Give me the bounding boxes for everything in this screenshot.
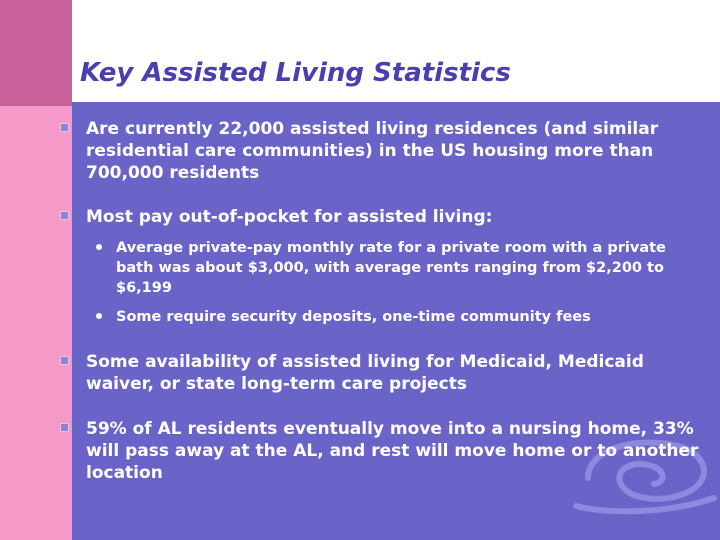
- square-bullet-icon: [60, 423, 69, 432]
- square-bullet-icon: [60, 356, 69, 365]
- sub-bullet-item: [96, 238, 706, 298]
- dot-bullet-icon: [96, 244, 102, 250]
- bullet-item: [60, 206, 700, 228]
- bullet-item: [60, 351, 700, 395]
- bullet-text: Some availability of assisted living for Medicaid, Medicaid waiver, or state long-term care projects: [86, 352, 644, 394]
- sub-bullet-text: Some require security deposits, one-time community fees: [116, 309, 591, 325]
- bullet-item: [60, 118, 700, 184]
- bullet-text: Most pay out-of-pocket for assisted living:: [86, 207, 493, 227]
- square-bullet-icon: [60, 123, 69, 132]
- bullet-text: Are currently 22,000 assisted living residences (and similar residential care communities) in the US housing more than 700,000 residents: [86, 119, 659, 183]
- square-bullet-icon: [60, 211, 69, 220]
- sub-bullet-item: [96, 307, 706, 327]
- dot-bullet-icon: [96, 313, 102, 319]
- sub-bullet-text: Average private-pay monthly rate for a private room with a private bath was about $3,000, with average rents ranging from $2,200 to $6,199: [116, 240, 666, 296]
- bullet-text: 59% of AL residents eventually move into a nursing home, 33% will pass away at the AL, and rest will move home or to another location: [86, 419, 699, 483]
- slide-title: Key Assisted Living Statistics: [80, 58, 511, 88]
- bullet-item: [60, 418, 700, 484]
